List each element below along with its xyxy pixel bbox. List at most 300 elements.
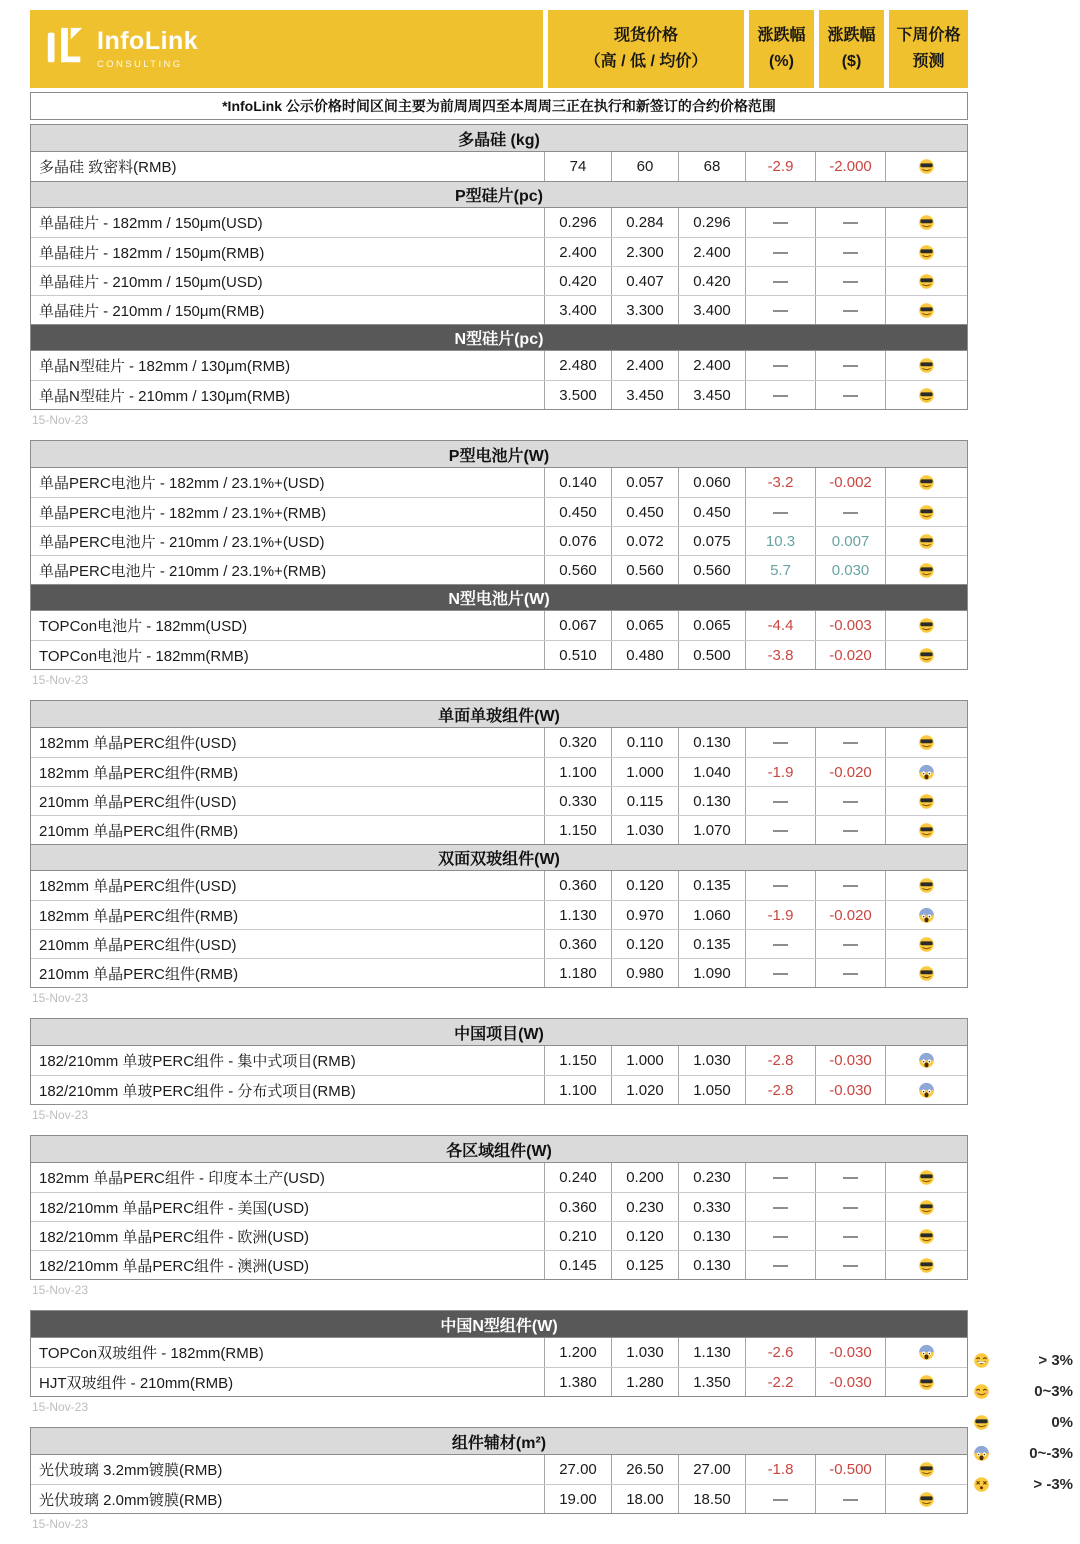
sunglasses-emoji-icon bbox=[885, 871, 967, 900]
scream-emoji-icon bbox=[885, 901, 967, 929]
column-header-change-pct bbox=[749, 10, 814, 88]
table-row bbox=[31, 1367, 967, 1396]
change-pct: — bbox=[745, 351, 815, 380]
product-label: 182mm 单晶PERC组件(RMB) bbox=[39, 907, 239, 925]
change-pct: — bbox=[745, 381, 815, 409]
price-group bbox=[30, 124, 968, 428]
price-high: 0.360 bbox=[544, 871, 611, 900]
product-label: 单晶N型硅片 - 210mm / 130μm(RMB) bbox=[39, 387, 291, 405]
date-stamp: 15-Nov-23 bbox=[32, 673, 89, 687]
price-avg: 1.350 bbox=[678, 1368, 745, 1396]
sunglasses-emoji-icon bbox=[885, 152, 967, 181]
price-avg: 1.090 bbox=[678, 959, 745, 987]
section-title: 各区域组件(W) bbox=[446, 1142, 552, 1160]
change-pct: 10.3 bbox=[745, 527, 815, 555]
section-title: P型硅片(pc) bbox=[454, 188, 543, 205]
column-header-line: 涨跌幅 bbox=[757, 27, 806, 45]
product-label: 182mm 单晶PERC组件(USD) bbox=[39, 878, 237, 895]
price-low: 0.970 bbox=[611, 901, 678, 929]
price-avg: 0.130 bbox=[678, 787, 745, 815]
sunglasses-emoji-icon bbox=[885, 1485, 967, 1513]
change-usd: -0.020 bbox=[815, 758, 885, 786]
logo-brand: InfoLink bbox=[97, 27, 199, 55]
date-stamp: 15-Nov-23 bbox=[32, 1400, 89, 1414]
sunglasses-emoji-icon bbox=[885, 556, 967, 584]
product-label: 单晶PERC电池片 - 182mm / 23.1%+(USD) bbox=[39, 475, 325, 492]
price-high: 0.360 bbox=[544, 1193, 611, 1221]
price-low: 0.110 bbox=[611, 728, 678, 757]
price-avg: 1.070 bbox=[678, 816, 745, 844]
table-row bbox=[31, 900, 967, 929]
section-title: N型电池片(W) bbox=[448, 591, 550, 608]
price-avg: 3.400 bbox=[678, 296, 745, 324]
product-label: 182/210mm 单晶PERC组件 - 澳洲(USD) bbox=[39, 1257, 310, 1275]
column-header-line: 下周价格 bbox=[896, 27, 961, 45]
change-usd: 0.030 bbox=[815, 556, 885, 584]
price-high: 1.380 bbox=[544, 1368, 611, 1396]
price-low: 2.400 bbox=[611, 351, 678, 380]
section-title: 单面单玻组件(W) bbox=[438, 707, 560, 725]
price-table bbox=[30, 1018, 968, 1105]
price-low: 0.480 bbox=[611, 641, 678, 669]
product-label: 单晶硅片 - 182mm / 150μm(USD) bbox=[39, 215, 263, 232]
price-high: 1.180 bbox=[544, 959, 611, 987]
section-header bbox=[31, 441, 967, 468]
price-high: 0.560 bbox=[544, 556, 611, 584]
product-label: 单晶N型硅片 - 182mm / 130μm(RMB) bbox=[39, 358, 291, 375]
change-pct: — bbox=[745, 816, 815, 844]
price-low: 3.450 bbox=[611, 381, 678, 409]
price-table-groups bbox=[30, 124, 968, 1532]
infolink-logo-icon bbox=[44, 23, 86, 71]
infolink-logo bbox=[44, 23, 198, 71]
table-row bbox=[31, 640, 967, 669]
legend-item bbox=[973, 1407, 1073, 1438]
price-high: 0.140 bbox=[544, 468, 611, 497]
sunglasses-emoji-icon bbox=[885, 527, 967, 555]
price-low: 0.284 bbox=[611, 208, 678, 237]
section-header bbox=[31, 181, 967, 208]
price-group bbox=[30, 1135, 968, 1298]
price-avg: 0.135 bbox=[678, 871, 745, 900]
table-row bbox=[31, 1221, 967, 1250]
price-avg: 1.040 bbox=[678, 758, 745, 786]
price-avg: 0.135 bbox=[678, 930, 745, 958]
change-usd: — bbox=[815, 498, 885, 526]
section-header bbox=[31, 701, 967, 728]
change-pct: — bbox=[745, 238, 815, 266]
table-row bbox=[31, 929, 967, 958]
section-header bbox=[31, 1136, 967, 1163]
section-title: N型硅片(pc) bbox=[454, 331, 544, 348]
legend-label: > -3% bbox=[1033, 1476, 1073, 1493]
price-low: 18.00 bbox=[611, 1485, 678, 1513]
price-high: 3.500 bbox=[544, 381, 611, 409]
table-row bbox=[31, 237, 967, 266]
change-usd: — bbox=[815, 930, 885, 958]
table-row bbox=[31, 1338, 967, 1367]
change-usd: -0.030 bbox=[815, 1338, 885, 1367]
price-high: 1.150 bbox=[544, 1046, 611, 1075]
product-label: 210mm 单晶PERC组件(RMB) bbox=[39, 822, 239, 840]
change-pct: — bbox=[745, 728, 815, 757]
section-header bbox=[31, 324, 967, 351]
product-label: 210mm 单晶PERC组件(USD) bbox=[39, 793, 237, 811]
sunglasses-emoji-icon bbox=[885, 1251, 967, 1279]
sunglasses-emoji-icon bbox=[973, 1414, 997, 1431]
price-avg: 0.130 bbox=[678, 728, 745, 757]
legend-item bbox=[973, 1469, 1073, 1500]
price-group bbox=[30, 700, 968, 1006]
column-header-line: 涨跌幅 bbox=[827, 27, 876, 45]
product-label: 182/210mm 单玻PERC组件 - 分布式项目(RMB) bbox=[39, 1082, 356, 1100]
column-header-line: (%) bbox=[769, 53, 794, 70]
price-avg: 1.030 bbox=[678, 1046, 745, 1075]
change-pct: -1.9 bbox=[745, 901, 815, 929]
table-row bbox=[31, 1250, 967, 1279]
price-avg: 0.296 bbox=[678, 208, 745, 237]
change-usd: -0.030 bbox=[815, 1076, 885, 1104]
product-label: 182/210mm 单晶PERC组件 - 美国(USD) bbox=[39, 1199, 310, 1217]
price-high: 2.400 bbox=[544, 238, 611, 266]
price-low: 0.120 bbox=[611, 1222, 678, 1250]
table-row bbox=[31, 468, 967, 497]
column-header-line: （高 / 低 / 均价） bbox=[584, 53, 708, 70]
change-pct: — bbox=[745, 1163, 815, 1192]
price-low: 0.230 bbox=[611, 1193, 678, 1221]
note-text: *InfoLink 公示价格时间区间主要为前周周四至本周周三正在执行和新签订的合约价格范围 bbox=[222, 98, 776, 114]
price-low: 0.125 bbox=[611, 1251, 678, 1279]
table-row bbox=[31, 208, 967, 237]
price-high: 27.00 bbox=[544, 1455, 611, 1484]
table-row bbox=[31, 786, 967, 815]
price-low: 0.980 bbox=[611, 959, 678, 987]
sunglasses-emoji-icon bbox=[885, 468, 967, 497]
change-usd: -0.030 bbox=[815, 1046, 885, 1075]
product-label: 182/210mm 单玻PERC组件 - 集中式项目(RMB) bbox=[39, 1053, 356, 1070]
date-stamp: 15-Nov-23 bbox=[32, 1283, 89, 1297]
table-row bbox=[31, 611, 967, 640]
price-avg: 2.400 bbox=[678, 238, 745, 266]
change-usd: — bbox=[815, 1251, 885, 1279]
section-title: 中国N型组件(W) bbox=[440, 1317, 558, 1335]
price-high: 74 bbox=[544, 152, 611, 181]
change-usd: -0.500 bbox=[815, 1455, 885, 1484]
price-low: 1.020 bbox=[611, 1076, 678, 1104]
price-avg: 1.130 bbox=[678, 1338, 745, 1367]
price-high: 1.100 bbox=[544, 758, 611, 786]
price-high: 19.00 bbox=[544, 1485, 611, 1513]
change-pct: — bbox=[745, 959, 815, 987]
price-table bbox=[30, 700, 968, 988]
change-pct: -2.8 bbox=[745, 1046, 815, 1075]
table-row bbox=[31, 152, 967, 181]
price-low: 60 bbox=[611, 152, 678, 181]
product-label: 210mm 单晶PERC组件(USD) bbox=[39, 936, 237, 954]
product-label: 210mm 单晶PERC组件(RMB) bbox=[39, 965, 239, 983]
sunglasses-emoji-icon bbox=[885, 1368, 967, 1396]
change-usd: — bbox=[815, 787, 885, 815]
change-usd: — bbox=[815, 1222, 885, 1250]
column-header-change-usd bbox=[819, 10, 884, 88]
change-usd: — bbox=[815, 296, 885, 324]
forecast-legend bbox=[973, 1345, 1073, 1500]
table-row bbox=[31, 526, 967, 555]
section-header bbox=[31, 1311, 967, 1338]
sunglasses-emoji-icon bbox=[885, 1163, 967, 1192]
column-header-line: ($) bbox=[841, 53, 862, 70]
column-header-forecast bbox=[889, 10, 968, 88]
legend-item bbox=[973, 1376, 1073, 1407]
price-low: 1.000 bbox=[611, 1046, 678, 1075]
price-high: 1.150 bbox=[544, 816, 611, 844]
price-low: 26.50 bbox=[611, 1455, 678, 1484]
sunglasses-emoji-icon bbox=[885, 1193, 967, 1221]
price-low: 0.120 bbox=[611, 871, 678, 900]
sunglasses-emoji-icon bbox=[885, 1222, 967, 1250]
table-row bbox=[31, 757, 967, 786]
price-high: 0.296 bbox=[544, 208, 611, 237]
grin-emoji-icon bbox=[973, 1352, 997, 1369]
section-header bbox=[31, 584, 967, 611]
product-label: 光伏玻璃 2.0mm镀膜(RMB) bbox=[39, 1491, 223, 1509]
legend-label: 0~-3% bbox=[1029, 1445, 1073, 1462]
product-label: 单晶PERC电池片 - 182mm / 23.1%+(RMB) bbox=[39, 504, 327, 522]
column-header-line: 现货价格 bbox=[613, 27, 678, 45]
price-report bbox=[30, 10, 968, 1544]
change-usd: -0.030 bbox=[815, 1368, 885, 1396]
legend-item bbox=[973, 1345, 1073, 1376]
change-usd: — bbox=[815, 238, 885, 266]
price-avg: 18.50 bbox=[678, 1485, 745, 1513]
scream-emoji-icon bbox=[885, 1046, 967, 1075]
table-row bbox=[31, 728, 967, 757]
date-stamp: 15-Nov-23 bbox=[32, 991, 89, 1005]
price-high: 3.400 bbox=[544, 296, 611, 324]
sunglasses-emoji-icon bbox=[885, 208, 967, 237]
change-pct: -3.8 bbox=[745, 641, 815, 669]
price-avg: 0.420 bbox=[678, 267, 745, 295]
change-pct: — bbox=[745, 1222, 815, 1250]
price-low: 3.300 bbox=[611, 296, 678, 324]
price-group bbox=[30, 1310, 968, 1415]
sunglasses-emoji-icon bbox=[885, 787, 967, 815]
price-high: 0.067 bbox=[544, 611, 611, 640]
change-usd: — bbox=[815, 728, 885, 757]
price-high: 0.510 bbox=[544, 641, 611, 669]
scream-emoji-icon bbox=[885, 1076, 967, 1104]
change-pct: -2.9 bbox=[745, 152, 815, 181]
price-high: 0.076 bbox=[544, 527, 611, 555]
price-low: 2.300 bbox=[611, 238, 678, 266]
table-row bbox=[31, 1455, 967, 1484]
change-usd: — bbox=[815, 816, 885, 844]
price-avg: 1.060 bbox=[678, 901, 745, 929]
price-table bbox=[30, 1427, 968, 1514]
price-high: 0.330 bbox=[544, 787, 611, 815]
change-pct: — bbox=[745, 498, 815, 526]
change-usd: — bbox=[815, 1485, 885, 1513]
change-usd: — bbox=[815, 381, 885, 409]
price-avg: 0.075 bbox=[678, 527, 745, 555]
table-row bbox=[31, 380, 967, 409]
price-high: 1.100 bbox=[544, 1076, 611, 1104]
price-avg: 0.560 bbox=[678, 556, 745, 584]
change-pct: — bbox=[745, 267, 815, 295]
product-label: 单晶PERC电池片 - 210mm / 23.1%+(RMB) bbox=[39, 562, 327, 580]
price-avg: 68 bbox=[678, 152, 745, 181]
price-table bbox=[30, 1135, 968, 1280]
sunglasses-emoji-icon bbox=[885, 381, 967, 409]
sunglasses-emoji-icon bbox=[885, 267, 967, 295]
price-high: 0.210 bbox=[544, 1222, 611, 1250]
price-high: 1.200 bbox=[544, 1338, 611, 1367]
price-low: 0.407 bbox=[611, 267, 678, 295]
table-row bbox=[31, 295, 967, 324]
change-pct: — bbox=[745, 1193, 815, 1221]
table-header bbox=[30, 10, 968, 88]
product-label: TOPCon电池片 - 182mm(RMB) bbox=[39, 647, 249, 665]
price-high: 0.320 bbox=[544, 728, 611, 757]
date-stamp: 15-Nov-23 bbox=[32, 413, 89, 427]
product-label: TOPCon双玻组件 - 182mm(RMB) bbox=[39, 1345, 264, 1362]
change-pct: — bbox=[745, 1485, 815, 1513]
price-low: 0.120 bbox=[611, 930, 678, 958]
sunglasses-emoji-icon bbox=[885, 238, 967, 266]
legend-label: > 3% bbox=[1038, 1352, 1073, 1369]
sunglasses-emoji-icon bbox=[885, 498, 967, 526]
change-pct: 5.7 bbox=[745, 556, 815, 584]
price-high: 0.145 bbox=[544, 1251, 611, 1279]
product-label: 182mm 单晶PERC组件(USD) bbox=[39, 735, 237, 752]
scream-emoji-icon bbox=[973, 1445, 997, 1462]
change-pct: -2.2 bbox=[745, 1368, 815, 1396]
scream-emoji-icon bbox=[885, 1338, 967, 1367]
change-pct: -2.6 bbox=[745, 1338, 815, 1367]
price-avg: 27.00 bbox=[678, 1455, 745, 1484]
price-avg: 0.065 bbox=[678, 611, 745, 640]
product-label: 单晶硅片 - 182mm / 150μm(RMB) bbox=[39, 244, 265, 262]
product-label: 单晶硅片 - 210mm / 150μm(USD) bbox=[39, 273, 263, 291]
change-pct: -2.8 bbox=[745, 1076, 815, 1104]
sunglasses-emoji-icon bbox=[885, 959, 967, 987]
price-avg: 0.500 bbox=[678, 641, 745, 669]
dizzy-emoji-icon bbox=[973, 1476, 997, 1493]
price-avg: 0.060 bbox=[678, 468, 745, 497]
legend-item bbox=[973, 1438, 1073, 1469]
price-avg: 3.450 bbox=[678, 381, 745, 409]
price-high: 0.420 bbox=[544, 267, 611, 295]
change-usd: — bbox=[815, 1193, 885, 1221]
change-pct: — bbox=[745, 930, 815, 958]
change-usd: -0.003 bbox=[815, 611, 885, 640]
change-pct: — bbox=[745, 208, 815, 237]
note-row bbox=[30, 92, 968, 120]
sunglasses-emoji-icon bbox=[885, 351, 967, 380]
price-low: 1.000 bbox=[611, 758, 678, 786]
price-low: 0.065 bbox=[611, 611, 678, 640]
section-header bbox=[31, 1019, 967, 1046]
price-avg: 0.230 bbox=[678, 1163, 745, 1192]
smile-emoji-icon bbox=[973, 1383, 997, 1400]
change-usd: — bbox=[815, 267, 885, 295]
price-low: 0.115 bbox=[611, 787, 678, 815]
table-row bbox=[31, 266, 967, 295]
price-avg: 1.050 bbox=[678, 1076, 745, 1104]
section-title: 双面双玻组件(W) bbox=[438, 851, 560, 868]
price-avg: 0.330 bbox=[678, 1193, 745, 1221]
sunglasses-emoji-icon bbox=[885, 728, 967, 757]
product-label: HJT双玻组件 - 210mm(RMB) bbox=[39, 1374, 234, 1392]
price-high: 2.480 bbox=[544, 351, 611, 380]
table-row bbox=[31, 497, 967, 526]
price-low: 0.560 bbox=[611, 556, 678, 584]
change-pct: -4.4 bbox=[745, 611, 815, 640]
column-header-line: 预测 bbox=[912, 53, 945, 70]
change-usd: 0.007 bbox=[815, 527, 885, 555]
product-label: TOPCon电池片 - 182mm(USD) bbox=[39, 618, 248, 635]
product-label: 单晶硅片 - 210mm / 150μm(RMB) bbox=[39, 302, 265, 320]
price-low: 1.030 bbox=[611, 1338, 678, 1367]
change-usd: -0.020 bbox=[815, 641, 885, 669]
price-table bbox=[30, 124, 968, 410]
change-pct: -1.9 bbox=[745, 758, 815, 786]
price-low: 1.280 bbox=[611, 1368, 678, 1396]
price-avg: 0.130 bbox=[678, 1222, 745, 1250]
table-row bbox=[31, 555, 967, 584]
legend-label: 0~3% bbox=[1034, 1383, 1073, 1400]
section-title: 多晶硅 (kg) bbox=[458, 131, 540, 149]
sunglasses-emoji-icon bbox=[885, 611, 967, 640]
table-row bbox=[31, 815, 967, 844]
change-usd: — bbox=[815, 208, 885, 237]
sunglasses-emoji-icon bbox=[885, 641, 967, 669]
change-usd: -0.002 bbox=[815, 468, 885, 497]
price-low: 0.057 bbox=[611, 468, 678, 497]
change-usd: -0.020 bbox=[815, 901, 885, 929]
section-title: 组件辅材(m²) bbox=[451, 1434, 547, 1452]
table-row bbox=[31, 1163, 967, 1192]
price-table bbox=[30, 1310, 968, 1397]
section-header bbox=[31, 125, 967, 152]
product-label: 182/210mm 单晶PERC组件 - 欧洲(USD) bbox=[39, 1228, 310, 1246]
price-avg: 0.450 bbox=[678, 498, 745, 526]
product-label: 光伏玻璃 3.2mm镀膜(RMB) bbox=[39, 1462, 223, 1479]
sunglasses-emoji-icon bbox=[885, 296, 967, 324]
date-stamp: 15-Nov-23 bbox=[32, 1108, 89, 1122]
change-pct: -1.8 bbox=[745, 1455, 815, 1484]
table-row bbox=[31, 958, 967, 987]
price-low: 0.450 bbox=[611, 498, 678, 526]
change-pct: — bbox=[745, 871, 815, 900]
price-high: 0.240 bbox=[544, 1163, 611, 1192]
sunglasses-emoji-icon bbox=[885, 930, 967, 958]
price-high: 0.360 bbox=[544, 930, 611, 958]
section-title: 中国项目(W) bbox=[454, 1025, 544, 1043]
scream-emoji-icon bbox=[885, 758, 967, 786]
change-pct: — bbox=[745, 1251, 815, 1279]
change-pct: -3.2 bbox=[745, 468, 815, 497]
price-low: 1.030 bbox=[611, 816, 678, 844]
price-group bbox=[30, 1018, 968, 1123]
price-low: 0.200 bbox=[611, 1163, 678, 1192]
logo-cell bbox=[30, 10, 543, 88]
price-low: 0.072 bbox=[611, 527, 678, 555]
date-stamp: 15-Nov-23 bbox=[32, 1517, 89, 1531]
change-usd: — bbox=[815, 1163, 885, 1192]
price-avg: 0.130 bbox=[678, 1251, 745, 1279]
price-group bbox=[30, 440, 968, 688]
